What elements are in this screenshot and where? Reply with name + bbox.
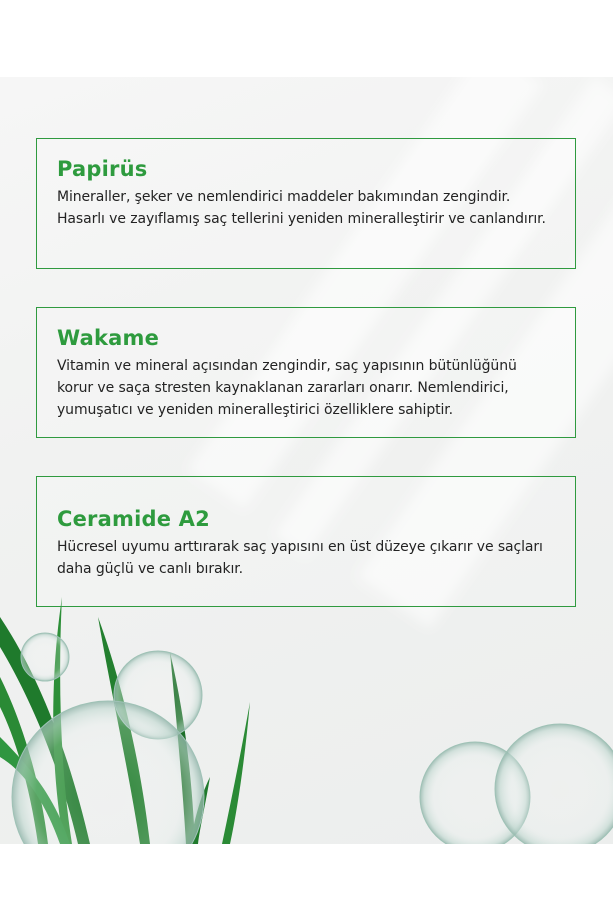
card-title: Wakame	[57, 326, 160, 350]
ingredient-card-papirus	[36, 138, 576, 269]
card-description: Mineraller, şeker ve nemlendirici maddeler bakımından zengindir. Hasarlı ve zayıflamış saç tellerini yeniden mineralleştirir ve canlandırır.	[57, 189, 546, 227]
card-description: Vitamin ve mineral açısından zengindir, saç yapısının bütünlüğünü korur ve saça stresten kaynaklanan zararları onarır. Nemlendirici, yumuşatıcı ve yeniden mineralleştirici özelliklere sahiptir.	[57, 358, 517, 418]
card-title: Ceramide A2	[57, 507, 210, 531]
card-description: Hücresel uyumu arttırarak saç yapısını en üst düzeye çıkarır ve saçları daha güçlü ve canlı bırakır.	[57, 539, 543, 577]
ingredient-card-wakame	[36, 307, 576, 438]
card-title: Papirüs	[57, 157, 148, 181]
ingredient-card-ceramide	[36, 476, 576, 607]
